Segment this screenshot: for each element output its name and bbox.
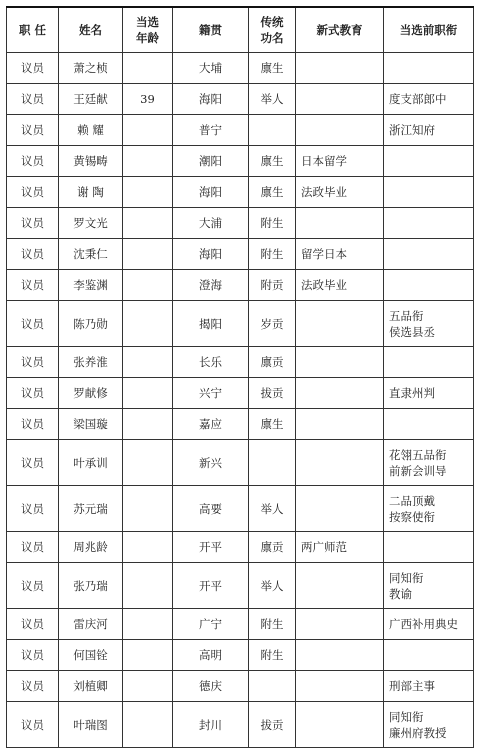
header-age-line1: 当选 — [136, 15, 159, 29]
education-cell — [296, 671, 384, 702]
previous-post-cell — [384, 270, 474, 301]
name-cell: 萧之桢 — [59, 53, 123, 84]
origin-cell: 高明 — [173, 640, 249, 671]
role-cell: 议员 — [7, 239, 59, 270]
name-cell: 叶瑞图 — [59, 702, 123, 748]
header-title-line1: 传统 — [260, 15, 284, 29]
header-name: 姓名 — [59, 7, 123, 53]
origin-cell: 揭阳 — [173, 301, 249, 347]
education-cell — [296, 640, 384, 671]
title-cell: 举人 — [249, 486, 296, 532]
role-cell: 议员 — [7, 563, 59, 609]
name-cell: 何国铨 — [59, 640, 123, 671]
origin-cell: 广宁 — [173, 609, 249, 640]
table-row — [7, 640, 474, 671]
title-cell: 廪生 — [249, 146, 296, 177]
table-row — [7, 84, 474, 115]
roster-table — [6, 6, 474, 748]
role-cell: 议员 — [7, 440, 59, 486]
role-cell: 议员 — [7, 671, 59, 702]
previous-post-cell — [384, 347, 474, 378]
name-cell: 张乃瑞 — [59, 563, 123, 609]
age-cell — [123, 347, 173, 378]
previous-post-cell — [384, 53, 474, 84]
previous-post-cell — [384, 146, 474, 177]
title-cell — [249, 115, 296, 146]
origin-cell: 开平 — [173, 532, 249, 563]
header-origin: 籍贯 — [173, 7, 249, 53]
name-cell: 刘植卿 — [59, 671, 123, 702]
title-cell: 附生 — [249, 208, 296, 239]
role-cell: 议员 — [7, 270, 59, 301]
previous-post-cell — [384, 177, 474, 208]
role-cell: 议员 — [7, 378, 59, 409]
education-cell — [296, 347, 384, 378]
table-row — [7, 486, 474, 532]
education-cell — [296, 609, 384, 640]
name-cell: 周兆龄 — [59, 532, 123, 563]
role-cell: 议员 — [7, 532, 59, 563]
education-cell — [296, 702, 384, 748]
table-row — [7, 208, 474, 239]
age-cell — [123, 301, 173, 347]
origin-cell: 兴宁 — [173, 378, 249, 409]
previous-post-line: 直隶州判 — [389, 386, 435, 400]
title-cell: 廪生 — [249, 409, 296, 440]
name-cell: 雷庆河 — [59, 609, 123, 640]
title-cell — [249, 440, 296, 486]
education-cell — [296, 486, 384, 532]
name-cell: 梁国璇 — [59, 409, 123, 440]
name-cell: 苏元瑞 — [59, 486, 123, 532]
previous-post-cell — [384, 84, 474, 115]
age-cell — [123, 115, 173, 146]
role-cell: 议员 — [7, 177, 59, 208]
title-cell: 廪生 — [249, 53, 296, 84]
table-row — [7, 347, 474, 378]
table-row — [7, 440, 474, 486]
header-role: 职 任 — [7, 7, 59, 53]
table-row — [7, 671, 474, 702]
header-age-line2: 年龄 — [136, 31, 159, 45]
origin-cell: 海阳 — [173, 177, 249, 208]
origin-cell: 潮阳 — [173, 146, 249, 177]
table-row — [7, 409, 474, 440]
header-age — [123, 7, 173, 53]
origin-cell: 澄海 — [173, 270, 249, 301]
title-cell: 附生 — [249, 239, 296, 270]
origin-cell: 开平 — [173, 563, 249, 609]
header-row — [7, 7, 474, 53]
role-cell: 议员 — [7, 702, 59, 748]
name-cell: 沈秉仁 — [59, 239, 123, 270]
previous-post-cell — [384, 301, 474, 347]
header-previous-post: 当选前职衔 — [384, 7, 474, 53]
name-cell: 陈乃勋 — [59, 301, 123, 347]
age-cell — [123, 270, 173, 301]
education-cell — [296, 208, 384, 239]
age-cell — [123, 532, 173, 563]
education-cell — [296, 84, 384, 115]
role-cell: 议员 — [7, 208, 59, 239]
education-cell — [296, 409, 384, 440]
age-cell — [123, 53, 173, 84]
origin-cell: 封川 — [173, 702, 249, 748]
name-cell: 叶承训 — [59, 440, 123, 486]
previous-post-cell — [384, 640, 474, 671]
education-cell: 法政毕业 — [296, 177, 384, 208]
age-cell — [123, 239, 173, 270]
origin-cell: 海阳 — [173, 239, 249, 270]
age-cell — [123, 486, 173, 532]
title-cell: 附生 — [249, 640, 296, 671]
age-cell — [123, 378, 173, 409]
table-row — [7, 702, 474, 748]
age-cell — [123, 702, 173, 748]
age-cell: 39 — [123, 84, 173, 115]
role-cell: 议员 — [7, 53, 59, 84]
previous-post-line: 廉州府教授 — [389, 725, 447, 740]
table-row — [7, 563, 474, 609]
role-cell: 议员 — [7, 84, 59, 115]
table-row — [7, 532, 474, 563]
previous-post-cell — [384, 115, 474, 146]
title-cell: 廪生 — [249, 177, 296, 208]
name-cell: 张养淮 — [59, 347, 123, 378]
previous-post-cell — [384, 486, 474, 532]
education-cell — [296, 115, 384, 146]
previous-post-line: 刑部主事 — [389, 679, 435, 693]
previous-post-line: 五品衔 — [389, 308, 424, 323]
origin-cell: 大埔 — [173, 53, 249, 84]
age-cell — [123, 440, 173, 486]
origin-cell: 嘉应 — [173, 409, 249, 440]
previous-post-line: 教谕 — [389, 586, 412, 601]
title-cell: 附生 — [249, 609, 296, 640]
previous-post-line: 同知衔 — [389, 570, 424, 585]
role-cell: 议员 — [7, 301, 59, 347]
header-title-line2: 功名 — [260, 31, 284, 45]
role-cell: 议员 — [7, 347, 59, 378]
education-cell: 法政毕业 — [296, 270, 384, 301]
age-cell — [123, 640, 173, 671]
origin-cell: 普宁 — [173, 115, 249, 146]
name-cell: 谢 陶 — [59, 177, 123, 208]
previous-post-cell — [384, 409, 474, 440]
previous-post-line: 花翎五品衔 — [389, 447, 447, 462]
education-cell: 日本留学 — [296, 146, 384, 177]
education-cell: 留学日本 — [296, 239, 384, 270]
origin-cell: 高要 — [173, 486, 249, 532]
age-cell — [123, 208, 173, 239]
age-cell — [123, 671, 173, 702]
previous-post-line: 浙江知府 — [389, 123, 435, 137]
origin-cell: 海阳 — [173, 84, 249, 115]
title-cell: 拔贡 — [249, 378, 296, 409]
table-row — [7, 239, 474, 270]
education-cell — [296, 563, 384, 609]
table-row — [7, 301, 474, 347]
education-cell — [296, 53, 384, 84]
previous-post-cell — [384, 563, 474, 609]
age-cell — [123, 609, 173, 640]
education-cell — [296, 440, 384, 486]
role-cell: 议员 — [7, 115, 59, 146]
age-cell — [123, 563, 173, 609]
table-row — [7, 115, 474, 146]
role-cell: 议员 — [7, 486, 59, 532]
education-cell: 两广师范 — [296, 532, 384, 563]
title-cell: 廪贡 — [249, 532, 296, 563]
role-cell: 议员 — [7, 409, 59, 440]
name-cell: 罗献修 — [59, 378, 123, 409]
origin-cell: 长乐 — [173, 347, 249, 378]
age-cell — [123, 177, 173, 208]
previous-post-cell — [384, 532, 474, 563]
roster-table-container — [6, 6, 474, 748]
previous-post-cell — [384, 671, 474, 702]
header-title — [249, 7, 296, 53]
previous-post-line: 度支部郎中 — [389, 92, 447, 106]
role-cell: 议员 — [7, 609, 59, 640]
title-cell — [249, 671, 296, 702]
table-row — [7, 609, 474, 640]
previous-post-line: 侯选县丞 — [389, 324, 435, 339]
previous-post-line: 同知衔 — [389, 709, 424, 724]
previous-post-cell — [384, 702, 474, 748]
name-cell: 赖 耀 — [59, 115, 123, 146]
name-cell: 黄锡畴 — [59, 146, 123, 177]
table-body — [7, 53, 474, 748]
role-cell: 议员 — [7, 146, 59, 177]
previous-post-cell — [384, 239, 474, 270]
previous-post-cell — [384, 378, 474, 409]
title-cell: 举人 — [249, 84, 296, 115]
title-cell: 拔贡 — [249, 702, 296, 748]
previous-post-line: 前新会训导 — [389, 463, 447, 478]
header-education: 新式教育 — [296, 7, 384, 53]
table-row — [7, 177, 474, 208]
previous-post-line: 广西补用典史 — [389, 617, 458, 631]
title-cell: 举人 — [249, 563, 296, 609]
title-cell: 廪贡 — [249, 347, 296, 378]
table-row — [7, 146, 474, 177]
table-row — [7, 53, 474, 84]
name-cell: 罗文光 — [59, 208, 123, 239]
table-row — [7, 270, 474, 301]
previous-post-cell — [384, 208, 474, 239]
title-cell: 附贡 — [249, 270, 296, 301]
name-cell: 王廷献 — [59, 84, 123, 115]
origin-cell: 大浦 — [173, 208, 249, 239]
previous-post-line: 二品顶戴 — [389, 493, 435, 508]
table-row — [7, 378, 474, 409]
age-cell — [123, 146, 173, 177]
age-cell — [123, 409, 173, 440]
education-cell — [296, 378, 384, 409]
previous-post-cell — [384, 609, 474, 640]
education-cell — [296, 301, 384, 347]
title-cell: 岁贡 — [249, 301, 296, 347]
role-cell: 议员 — [7, 640, 59, 671]
previous-post-line: 按察使衔 — [389, 509, 435, 524]
name-cell: 李鉴渊 — [59, 270, 123, 301]
origin-cell: 新兴 — [173, 440, 249, 486]
previous-post-cell — [384, 440, 474, 486]
origin-cell: 德庆 — [173, 671, 249, 702]
